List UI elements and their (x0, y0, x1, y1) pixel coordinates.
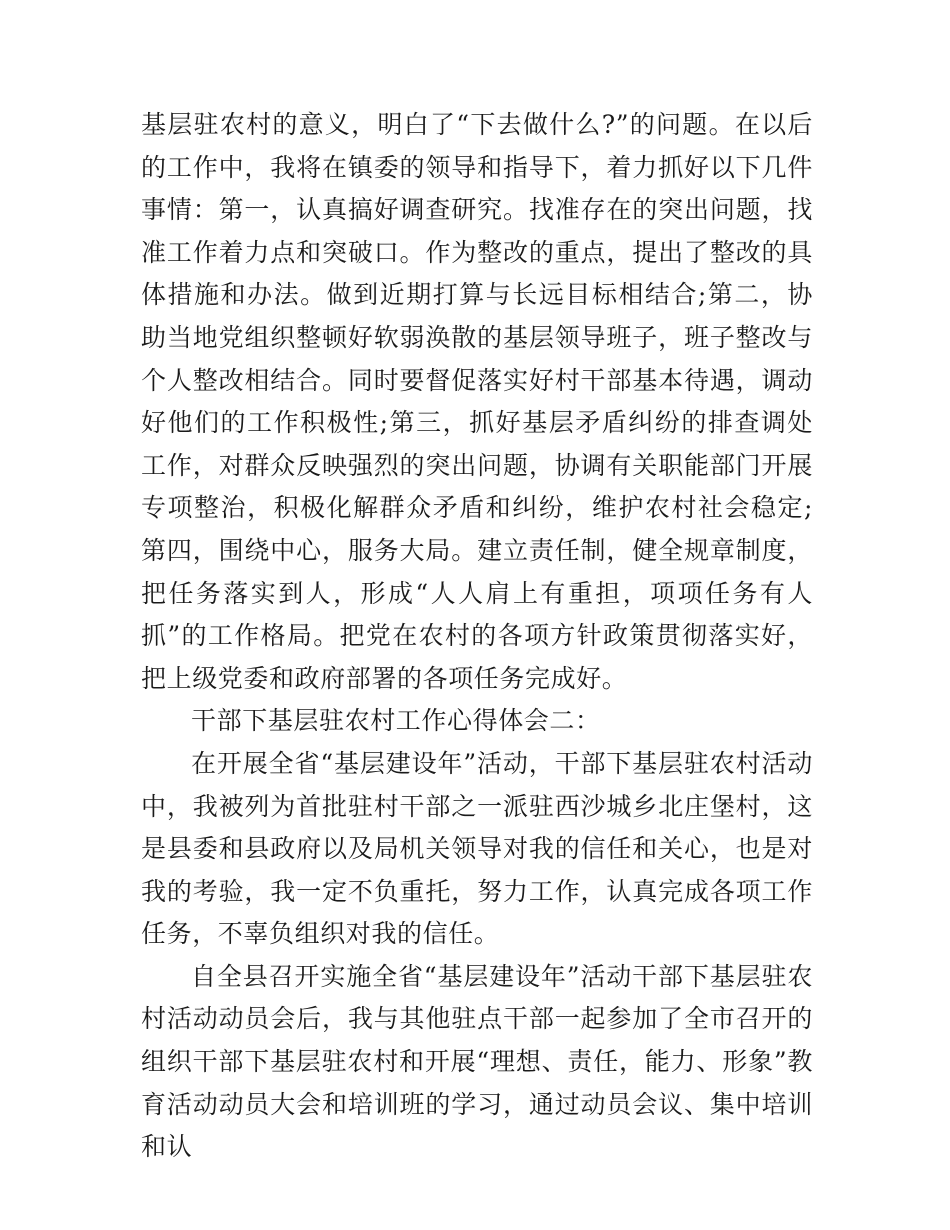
paragraph-1: 基层驻农村的意义，明白了“下去做什么?”的问题。在以后的工作中，我将在镇委的领导和指导下，着力抓好以下几件事情：第一，认真搞好调查研究。找准存在的突出问题，找准工作着力点和突破口。作为整改的重点，提出了整改的具体措施和办法。做到近期打算与长远目标相结合;第二，协助当地党组织整顿好软弱涣散的基层领导班子，班子整改与个人整改相结合。同时要督促落实好村干部基本待遇，调动好他们的工作积极性;第三，抓好基层矛盾纠纷的排查调处工作，对群众反映强烈的突出问题，协调有关职能部门开展专项整治，积极化解群众矛盾和纠纷，维护农村社会稳定;第四，围绕中心，服务大局。建立责任制，健全规章制度，把任务落实到人，形成“人人肩上有重担，项项任务有人抓”的工作格局。把党在农村的各项方针政策贯彻落实好，把上级党委和政府部署的各项任务完成好。 (141, 110, 813, 693)
paragraph-3: 自全县召开实施全省“基层建设年”活动干部下基层驻农村活动动员会后，我与其他驻点干部一起参加了全市召开的组织干部下基层驻农村和开展“理想、责任，能力、形象”教育活动动员大会和培训班的学习，通过动员会议、集中培训和认 (141, 961, 813, 1162)
section-heading: 干部下基层驻农村工作心得体会二： (191, 706, 601, 736)
paragraph-2: 在开展全省“基层建设年”活动，干部下基层驻农村活动中，我被列为首批驻村干部之一派驻西沙城乡北庄堡村，这是县委和县政府以及局机关领导对我的信任和关心，也是对我的考验，我一定不负重托，努力工作，认真完成各项工作任务，不辜负组织对我的信任。 (141, 748, 813, 949)
document-body (141, 104, 813, 1169)
